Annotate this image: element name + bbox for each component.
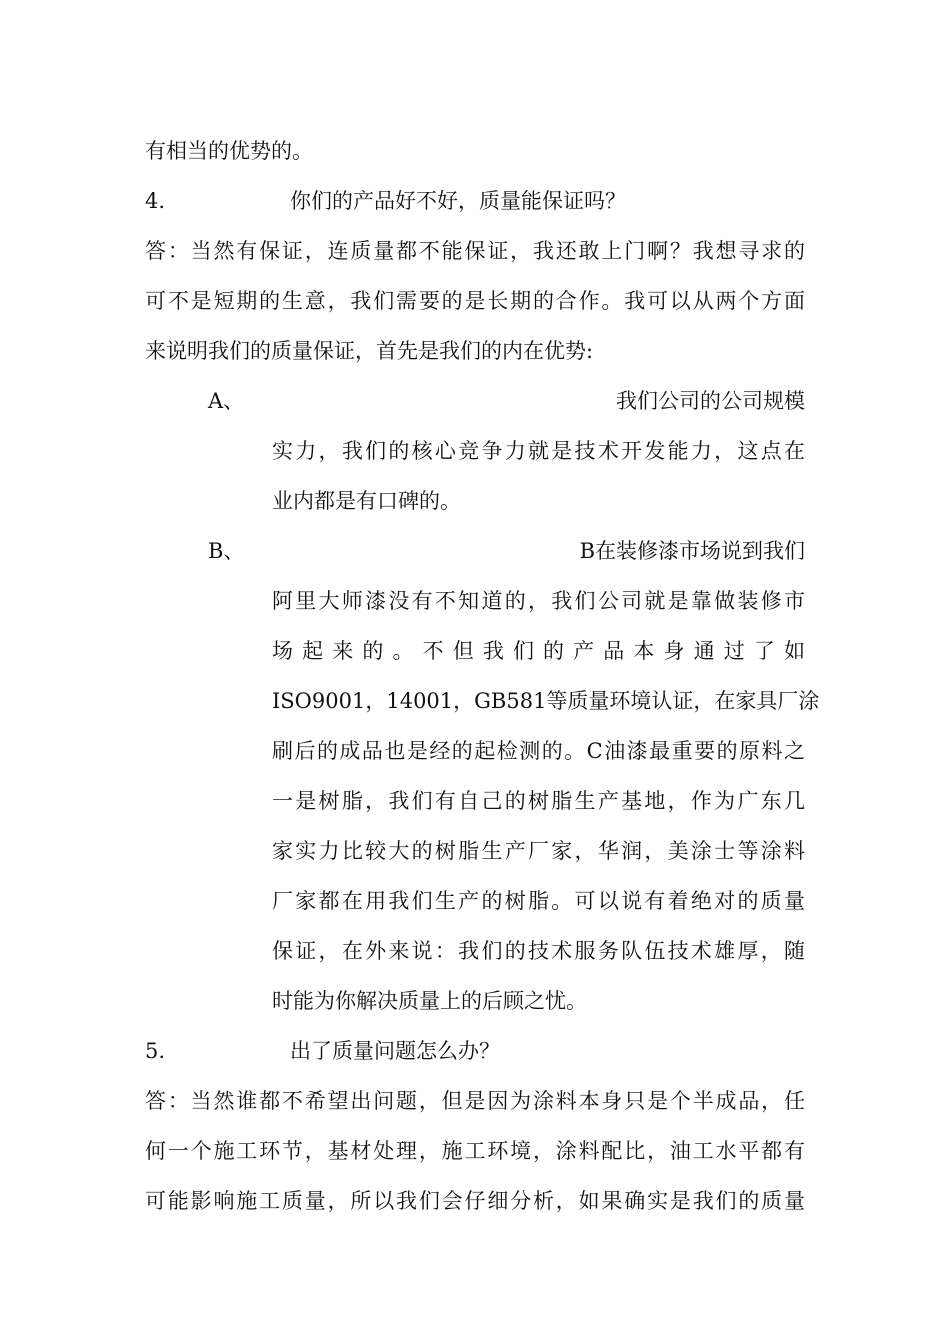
question-5-number: 5. <box>145 1039 166 1063</box>
answer-5-line: 何一个施工环节，基材处理，施工环境，涂料配比，油工水平都有 <box>145 1139 805 1163</box>
item-a-first-line: 我们公司的公司规模 <box>616 389 805 413</box>
item-b-marker: B、 <box>208 539 245 563</box>
item-b-line: 刷后的成品也是经的起检测的。C油漆最重要的原料之 <box>272 739 805 763</box>
question-5-text: 出了质量问题怎么办？ <box>290 1039 500 1063</box>
item-b-line: 时能为你解决质量上的后顾之忧。 <box>272 989 587 1013</box>
item-b-line: 保证，在外来说：我们的技术服务队伍技术雄厚，随 <box>272 939 805 963</box>
item-b-line: 家实力比较大的树脂生产厂家，华润，美涂士等涂料 <box>272 839 805 863</box>
item-b-first-line: B在装修漆市场说到我们 <box>579 539 805 563</box>
item-b-line: ISO9001，14001，GB581等质量环境认证，在家具厂涂 <box>272 689 820 713</box>
item-b-line: 场起来的。不但我们的产品本身通过了如 <box>272 639 805 663</box>
answer-4-line: 答：当然有保证，连质量都不能保证，我还敢上门啊？我想寻求的 <box>145 239 805 263</box>
intro-tail-text: 有相当的优势的。 <box>145 139 313 163</box>
question-4-text: 你们的产品好不好，质量能保证吗？ <box>290 189 626 213</box>
answer-4-line: 来说明我们的质量保证，首先是我们的内在优势: <box>145 339 594 363</box>
item-a-marker: A、 <box>208 389 245 413</box>
question-4-number: 4. <box>145 189 166 213</box>
item-b-line: 阿里大师漆没有不知道的，我们公司就是靠做装修市 <box>272 589 805 613</box>
answer-5-line: 答：当然谁都不希望出问题，但是因为涂料本身只是个半成品，任 <box>145 1089 805 1113</box>
item-b-line: 一是树脂，我们有自己的树脂生产基地，作为广东几 <box>272 789 805 813</box>
item-a-line: 业内都是有口碑的。 <box>272 489 461 513</box>
answer-4-line: 可不是短期的生意，我们需要的是长期的合作。我可以从两个方面 <box>145 289 805 313</box>
answer-5-line: 可能影响施工质量，所以我们会仔细分析，如果确实是我们的质量 <box>145 1189 805 1213</box>
item-a-line: 实力，我们的核心竞争力就是技术开发能力，这点在 <box>272 439 805 463</box>
item-b-line: 厂家都在用我们生产的树脂。可以说有着绝对的质量 <box>272 889 805 913</box>
